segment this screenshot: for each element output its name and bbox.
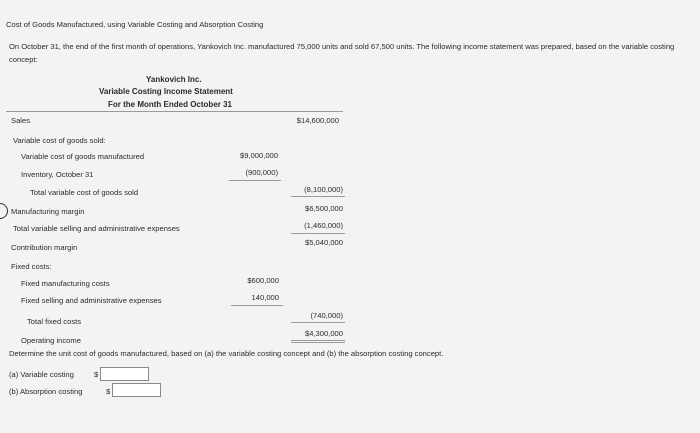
total-fixed-rule: [291, 322, 345, 323]
answer-a-label: (a) Variable costing: [9, 370, 74, 379]
sales-value: $14,600,000: [296, 116, 339, 125]
mfg-margin-value: $6,500,000: [304, 204, 343, 213]
inventory-value: (900,000): [245, 168, 278, 177]
total-fixed-label: Total fixed costs: [27, 317, 82, 326]
statement-company: Yankovich Inc.: [146, 75, 202, 84]
statement-top-rule: [6, 111, 343, 112]
var-cogm-label: Variable cost of goods manufactured: [21, 152, 145, 161]
question-text: Determine the unit cost of goods manufactured, based on (a) the variable costing concept and (b) the absorption costing concept.: [9, 349, 444, 358]
fixed-mfg-value: $600,000: [247, 276, 279, 285]
total-var-sell-value: (1,460,000): [304, 221, 343, 230]
problem-intro: On October 31, the end of the first month of operations, Yankovich Inc. manufactured 75,000 units and sold 67,500 units. The following income statement was prepared, based on the variable costing concept:: [9, 42, 675, 64]
fixed-costs-header: Fixed costs:: [11, 262, 52, 271]
operating-income-rule-1: [291, 340, 345, 341]
total-var-sell-label: Total variable selling and administrative expenses: [13, 224, 180, 233]
fixed-sell-rule: [231, 305, 283, 306]
inventory-label: Inventory, October 31: [21, 170, 94, 179]
operating-income-label: Operating income: [21, 336, 81, 345]
contrib-margin-label: Contribution margin: [11, 243, 78, 252]
total-var-cogs-rule: [291, 196, 345, 197]
problem-title: Cost of Goods Manufactured, using Variable Costing and Absorption Costing: [6, 20, 264, 29]
variable-costing-input[interactable]: [100, 367, 149, 381]
var-cogs-header: Variable cost of goods sold:: [13, 136, 106, 145]
total-var-cogs-label: Total variable cost of goods sold: [30, 188, 139, 197]
total-var-cogs-value: (8,100,000): [304, 185, 343, 194]
fixed-mfg-label: Fixed manufacturing costs: [21, 279, 110, 288]
statement-period: For the Month Ended October 31: [108, 100, 233, 109]
answer-b-label: (b) Absorption costing: [9, 387, 83, 396]
sales-label: Sales: [11, 116, 30, 125]
operating-income-value: $4,300,000: [304, 329, 343, 338]
row-pointer-icon: [0, 203, 8, 219]
contrib-margin-value: $5,040,000: [304, 238, 343, 247]
answer-a-currency: $: [94, 370, 99, 379]
operating-income-rule-2: [291, 342, 345, 343]
mfg-margin-label: Manufacturing margin: [11, 207, 85, 216]
total-var-sell-rule: [291, 233, 345, 234]
statement-name: Variable Costing Income Statement: [99, 87, 233, 96]
fixed-sell-label: Fixed selling and administrative expenses: [21, 296, 162, 305]
var-cogm-value: $9,000,000: [239, 151, 278, 160]
answer-b-currency: $: [106, 387, 111, 396]
absorption-costing-input[interactable]: [112, 383, 161, 397]
fixed-sell-value: 140,000: [251, 293, 279, 302]
total-fixed-value: (740,000): [310, 311, 343, 320]
inventory-rule: [229, 180, 281, 181]
